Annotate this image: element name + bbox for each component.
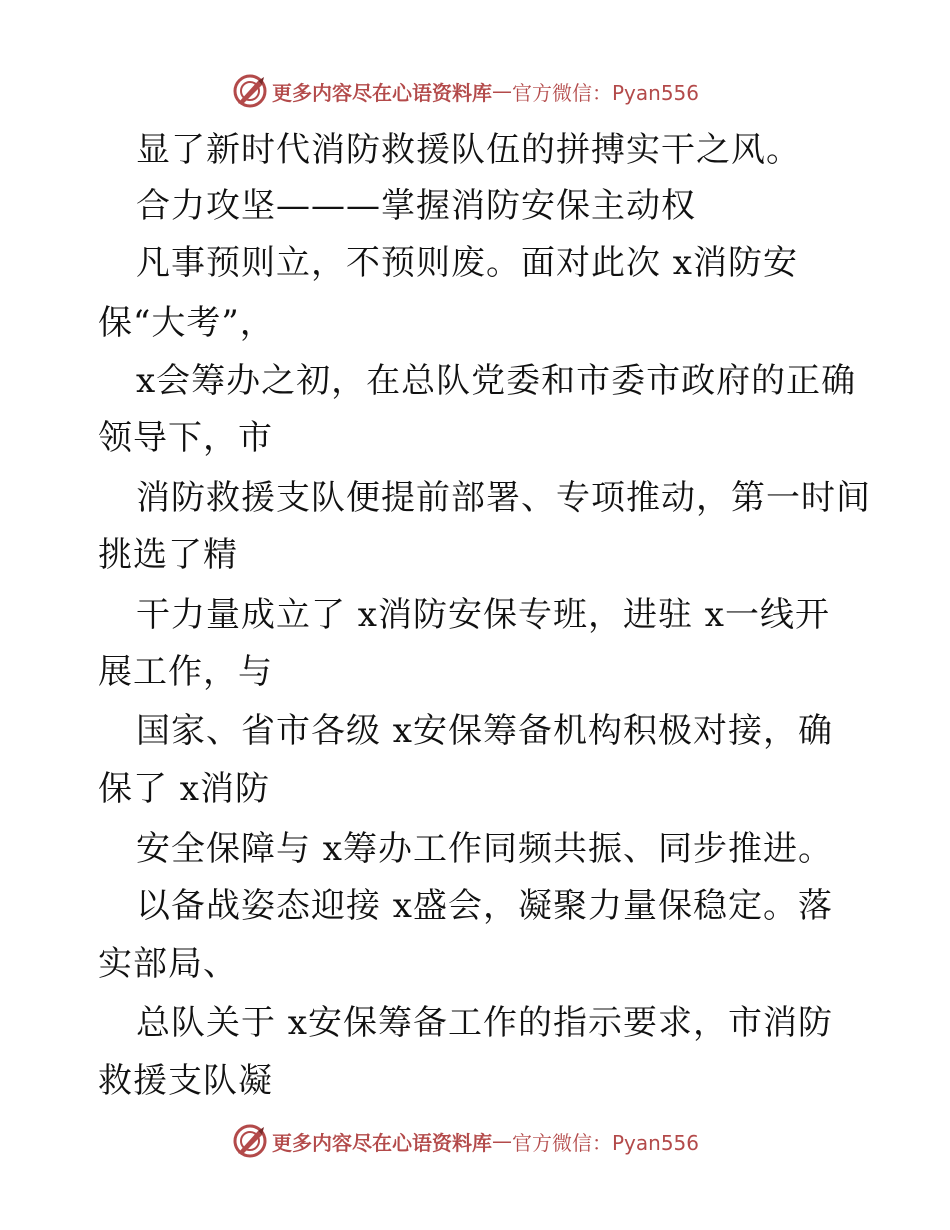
paragraph-line: 干力量成立了 x消防安保专班，进驻 x一线开	[136, 595, 830, 635]
paragraph-line: 挑选了精	[98, 535, 238, 575]
paragraph-line: 总队关于 x安保筹备工作的指示要求，市消防	[136, 1003, 833, 1043]
paragraph-line: 实部局、	[98, 944, 238, 984]
footer-banner	[232, 1121, 699, 1161]
paragraph-line: 安全保障与 x筹办工作同频共振、同步推进。	[136, 829, 833, 869]
paragraph-line: 救援支队凝	[98, 1061, 273, 1101]
banner-title: 更多内容尽在心语资料库	[272, 1130, 492, 1155]
paragraph-line: 显了新时代消防救援队伍的拼搏实干之风。	[136, 130, 801, 170]
red-pen-circle-logo-icon	[232, 73, 268, 109]
paragraph-line: 保了 x消防	[98, 769, 270, 809]
section-heading: 合力攻坚———掌握消防安保主动权	[136, 186, 696, 226]
paragraph-line: 领导下，市	[98, 418, 273, 458]
banner-contact: 官方微信：Pyan556	[512, 80, 700, 105]
banner-title: 更多内容尽在心语资料库	[272, 80, 492, 105]
banner-contact: 官方微信：Pyan556	[512, 1130, 700, 1155]
paragraph-line: 国家、省市各级 x安保筹备机构积极对接，确	[136, 711, 833, 751]
banner-separator: —	[492, 79, 512, 103]
paragraph-line: 保“大考”，	[98, 303, 275, 343]
header-banner	[232, 71, 699, 111]
paragraph-line: 展工作，与	[98, 652, 273, 692]
banner-separator: —	[492, 1129, 512, 1153]
paragraph-line: x会筹办之初，在总队党委和市委市政府的正确	[136, 361, 857, 401]
paragraph-line: 消防救援支队便提前部署、专项推动，第一时间	[136, 478, 871, 518]
paragraph-line: 凡事预则立，不预则废。面对此次 x消防安	[136, 243, 798, 283]
red-pen-circle-logo-icon	[232, 1123, 268, 1159]
paragraph-line: 以备战姿态迎接 x盛会，凝聚力量保稳定。落	[136, 886, 833, 926]
